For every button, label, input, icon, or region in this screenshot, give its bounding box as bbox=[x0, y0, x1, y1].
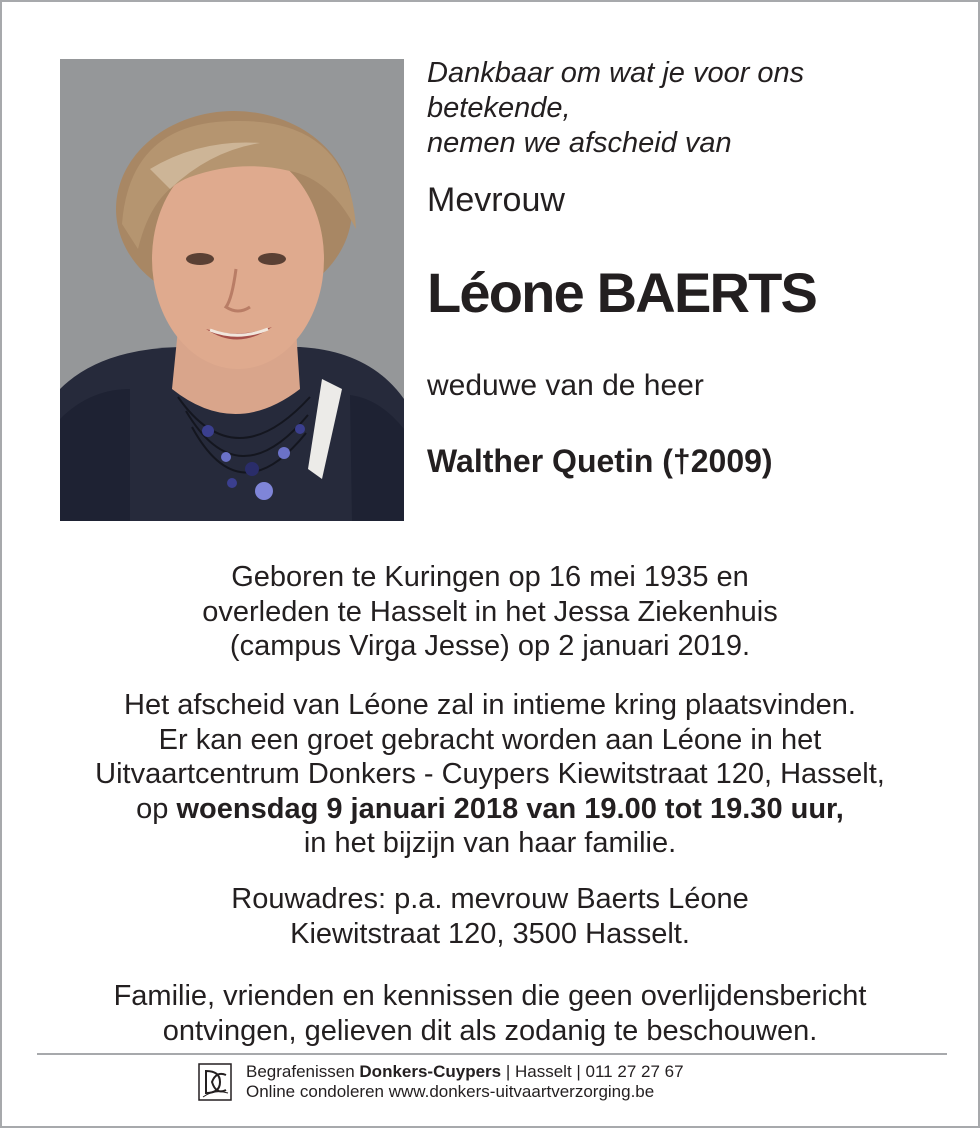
intro-line-1: Dankbaar om wat je voor ons bbox=[427, 57, 805, 89]
notice-line-2: ontvingen, gelieven dit als zodanig te beschouwen. bbox=[162, 1014, 818, 1047]
footer-contact: | Hasselt | 011 27 27 67 bbox=[501, 1062, 684, 1081]
portrait-photo bbox=[60, 59, 404, 521]
notice-line-1: Familie, vrienden en kennissen die geen overlijdensbericht bbox=[113, 980, 867, 1012]
visitation-datetime: woensdag 9 januari 2018 van 19.00 tot 19.30 uur, bbox=[176, 792, 844, 825]
footer-line-1 bbox=[246, 1062, 684, 1082]
birth-line-1: Geboren te Kuringen op 16 mei 1935 en bbox=[231, 561, 749, 593]
footer-company: Donkers-Cuypers bbox=[359, 1062, 502, 1081]
farewell-line-5: in het bijzijn van haar familie. bbox=[303, 827, 677, 859]
address-line-1: Rouwadres: p.a. mevrouw Baerts Léone bbox=[231, 883, 749, 915]
intro-line-3: nemen we afscheid van bbox=[427, 127, 732, 159]
intro-line-2: betekende, bbox=[427, 92, 571, 124]
salutation: Mevrouw bbox=[427, 181, 565, 219]
dc-monogram-logo-icon bbox=[198, 1063, 232, 1101]
footer-line-2: Online condoleren www.donkers-uitvaartverzorging.be bbox=[246, 1082, 655, 1101]
notice-paragraph bbox=[2, 979, 978, 1048]
farewell-paragraph bbox=[2, 688, 978, 861]
birth-line-2: overleden te Hasselt in het Jessa Ziekenhuis bbox=[202, 595, 778, 628]
address-paragraph bbox=[2, 882, 978, 951]
footer-prefix: Begrafenissen bbox=[246, 1062, 360, 1081]
husband-name: Walther Quetin (†2009) bbox=[427, 443, 773, 479]
widow-text: weduwe van de heer bbox=[427, 369, 704, 402]
footer-divider bbox=[37, 1053, 947, 1055]
intro-text bbox=[427, 56, 947, 161]
farewell-line-1: Het afscheid van Léone zal in intieme kring plaatsvinden. bbox=[124, 689, 856, 721]
footer-text bbox=[246, 1062, 684, 1102]
farewell-line-4-prefix: op bbox=[136, 792, 177, 825]
farewell-line-2: Er kan een groet gebracht worden aan Léone in het bbox=[158, 723, 822, 756]
birth-death-paragraph bbox=[2, 560, 978, 664]
address-line-2: Kiewitstraat 120, 3500 Hasselt. bbox=[290, 917, 690, 950]
farewell-line-3: Uitvaartcentrum Donkers - Cuypers Kiewitstraat 120, Hasselt, bbox=[95, 758, 885, 790]
deceased-name: Léone BAERTS bbox=[427, 261, 817, 324]
birth-line-3: (campus Virga Jesse) op 2 januari 2019. bbox=[229, 630, 751, 662]
farewell-line-4 bbox=[2, 792, 978, 827]
